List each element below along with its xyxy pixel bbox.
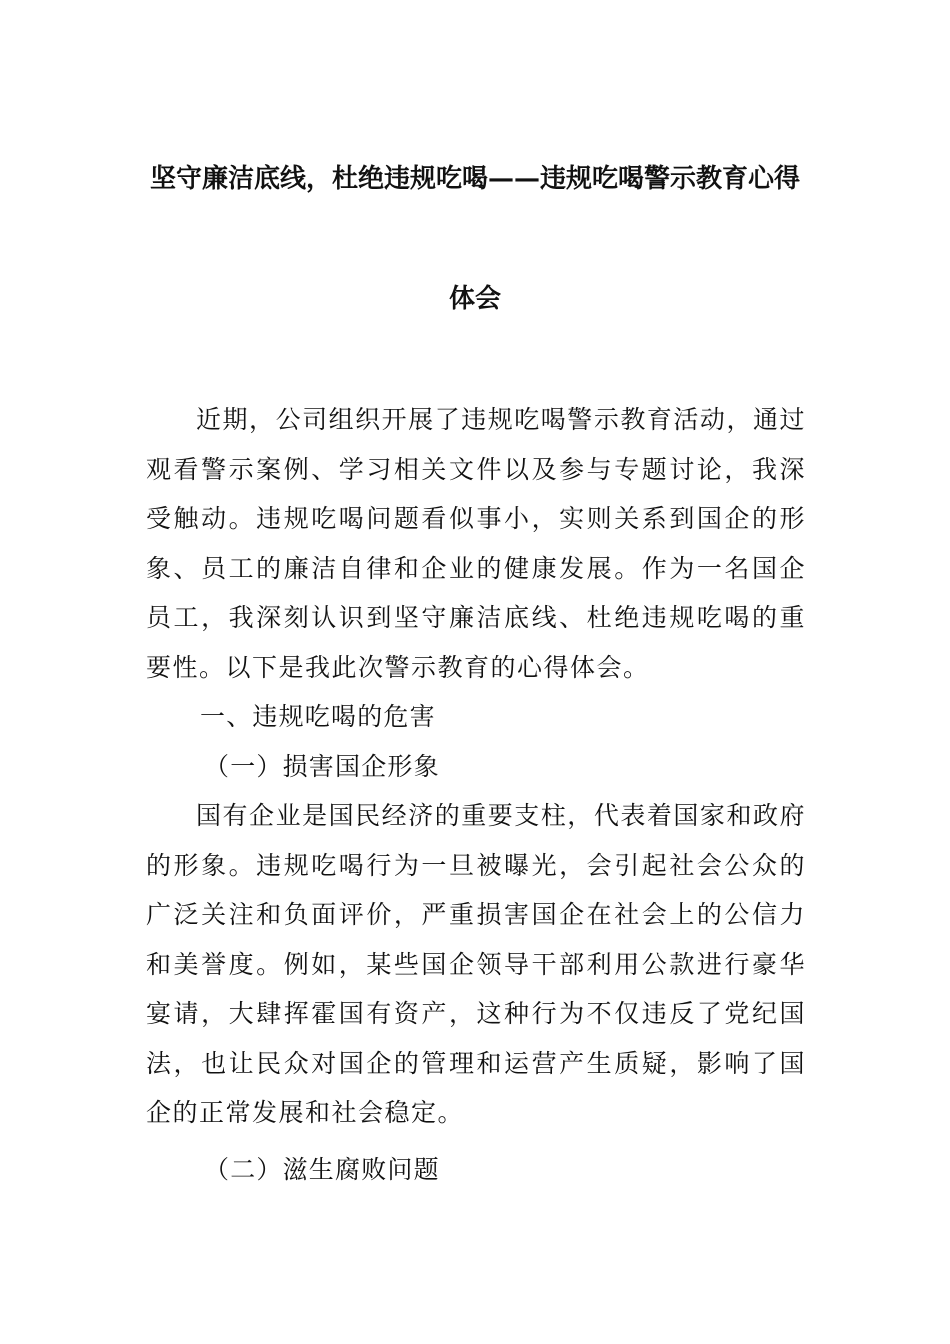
document-title-line2: 体会 <box>448 284 501 314</box>
document-body <box>146 395 806 1194</box>
intro-paragraph: 近期，公司组织开展了违规吃喝警示教育活动，通过观看警示案例、学习相关文件以及参与专题讨论，我深受触动。违规吃喝问题看似事小，实则关系到国企的形象、员工的廉洁自律和企业的健康发展。作为一名国企员工，我深刻认识到坚守廉洁底线、杜绝违规吃喝的重要性。以下是我此次警示教育的心得体会。 <box>146 405 806 682</box>
subsection-heading-2: （二）滋生腐败问题 <box>204 1154 440 1184</box>
subsection-paragraph-1: 国有企业是国民经济的重要支柱，代表着国家和政府的形象。违规吃喝行为一旦被曝光，会引起社会公众的广泛关注和负面评价，严重损害国企在社会上的公信力和美誉度。例如，某些国企领导干部利用公款进行豪华宴请，大肆挥霍国有资产，这种行为不仅违反了党纪国法，也让民众对国企的管理和运营产生质疑，影响了国企的正常发展和社会稳定。 <box>146 801 806 1127</box>
document-title-line1: 坚守廉洁底线，杜绝违规吃喝——违规吃喝警示教育心得 <box>150 164 801 194</box>
section-heading-1: 一、违规吃喝的危害 <box>200 702 436 731</box>
subsection-heading-1: （一）损害国企形象 <box>204 751 440 781</box>
